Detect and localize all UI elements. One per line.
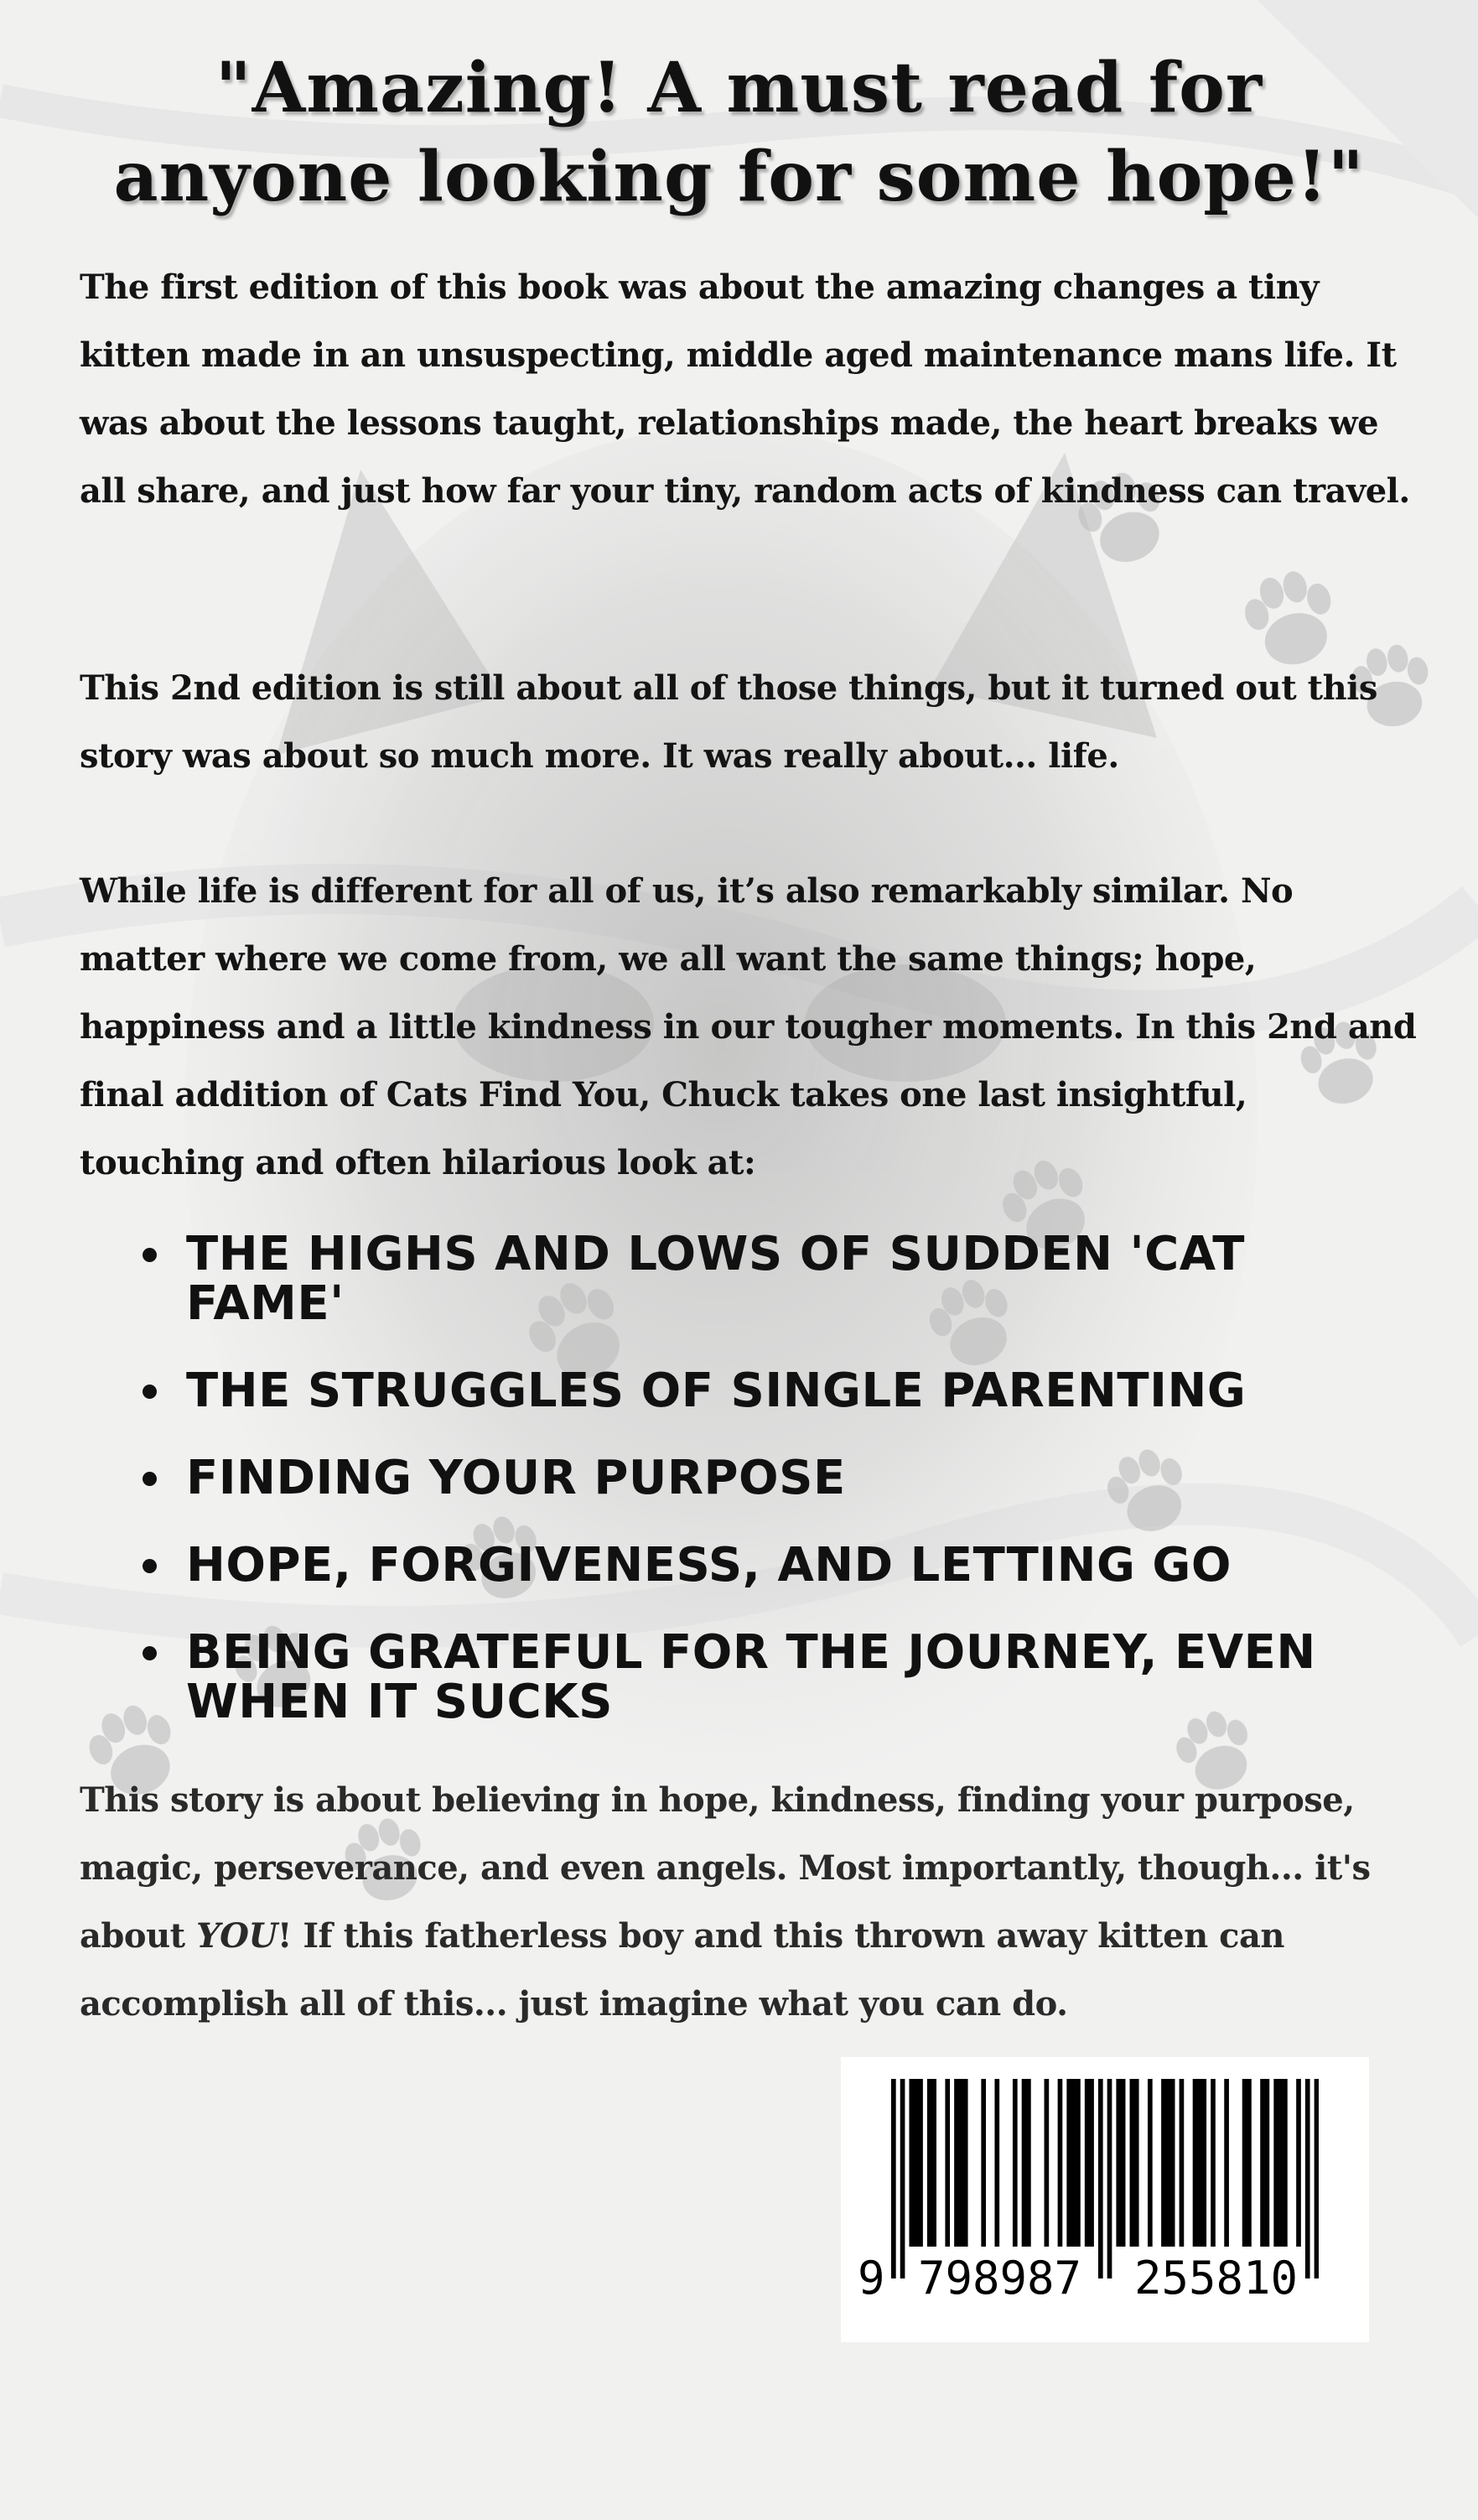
isbn-barcode [841,2057,1369,2342]
description-paragraph-1: The first edition of this book was about the amazing changes a tiny kitten made in an unsuspecting, middle aged maintenance mans life. It was about the lessons taught, relationships made, the heart breaks we all share, and just how far your tiny, random acts of kindness can travel. [80,268,1410,511]
barcode-bar [891,2079,896,2278]
barcode-left-digits: 798987 [918,2252,1082,2304]
list-item [143,1538,1400,1593]
barcode-bar [918,2079,923,2247]
barcode-bar [945,2079,950,2247]
barcode-bar [1247,2079,1252,2247]
closing-paragraph [80,1766,1421,2038]
barcode-bar [1066,2079,1071,2247]
barcode-bar [1022,2079,1027,2247]
barcode-bar [1085,2079,1090,2247]
bullet-dot-icon [143,1472,157,1486]
barcode-bar [1180,2079,1185,2247]
barcode-bar [1201,2079,1206,2247]
headline-line-1: "Amazing! A must read for [215,48,1263,128]
barcode-bar [1265,2079,1270,2247]
barcode-bar [1058,2079,1063,2247]
barcode-bar [931,2079,936,2247]
barcode-bar [1273,2079,1278,2247]
closing-text-start: This story is about believing in hope, kindness, finding your purpose, magic, perseverance, and even angels. Most importantly, though... it's about [80,1780,1371,1956]
bullet-dot-icon [143,1248,157,1262]
barcode-bar [994,2079,999,2247]
description-paragraph-2: This 2nd edition is still about all of those things, but it turned out this story was about so much more. It was really about... life. [80,668,1377,776]
barcode-bar [1013,2079,1018,2247]
barcode-bar [1170,2079,1175,2247]
barcode-bar [914,2079,919,2247]
barcode-bar [1278,2079,1284,2247]
barcode-bar [1197,2079,1202,2247]
barcode-bars [891,2079,1319,2278]
barcode-prefix-digit: 9 [858,2252,885,2304]
barcode-bar [1121,2079,1126,2247]
barcode-bar [981,2079,986,2247]
barcode-bar [959,2079,964,2247]
bullet-dot-icon [143,1646,157,1660]
barcode-bar [1193,2079,1198,2247]
bullet-dot-icon [143,1385,157,1399]
description-paragraph-3: While life is different for all of us, it’s also remarkably similar. No matter where we come from, we all want the same things; hope, happiness and a little kindness in our tougher moments. In this 2nd and final addition of Cats Find You, Chuck takes one last insightful, touching and often hilarious look at: [80,871,1417,1182]
barcode-bar [1315,2079,1319,2278]
closing-text-end: ! If this fatherless boy and this thrown away kitten can accomplish all of this... just imagine what you can do. [80,1916,1284,2024]
barcode-bar [1211,2079,1216,2247]
barcode-right-digits: 255810 [1134,2252,1299,2304]
barcode-bar [1161,2079,1166,2247]
barcode-bar [1283,2079,1288,2247]
headline-quote [50,44,1428,221]
barcode-bar [1026,2079,1031,2247]
barcode-bar [963,2079,968,2247]
list-item [143,1227,1400,1331]
barcode-bar [1260,2079,1265,2247]
barcode-bar [1116,2079,1121,2247]
list-item [143,1366,1400,1416]
list-item-text: FINDING YOUR PURPOSE [186,1451,846,1505]
barcode-bar [927,2079,932,2247]
list-item-text: THE STRUGGLES OF SINGLE PARENTING [186,1364,1247,1418]
barcode-bar [900,2079,905,2278]
list-item-text: BEING GRATEFUL FOR THE JOURNEY, EVEN WHEN IT SUCKS [186,1625,1316,1729]
barcode-bar [1134,2079,1139,2247]
barcode-bar [909,2079,914,2247]
barcode-bar [1242,2079,1247,2247]
barcode-digits [858,2252,1299,2520]
list-item [143,1625,1400,1729]
barcode-bar [1107,2079,1112,2278]
barcode-bar [1224,2079,1229,2247]
bullet-dot-icon [143,1559,157,1573]
list-item [143,1453,1400,1503]
barcode-bar [1148,2079,1153,2247]
barcode-bar [1098,2079,1103,2278]
closing-emphasis: YOU [196,1916,277,1956]
topics-list [143,1229,1400,1764]
barcode-bar [1076,2079,1081,2247]
barcode-bar [1089,2079,1094,2247]
barcode-bar [1071,2079,1076,2247]
barcode-bar [1130,2079,1135,2247]
headline-line-2: anyone looking for some hope!" [113,137,1365,217]
barcode-bar [1165,2079,1170,2247]
barcode-bar [1045,2079,1050,2247]
barcode-bar [1296,2079,1301,2247]
barcode-bar [954,2079,959,2247]
barcode-bar [1305,2079,1310,2278]
list-item-text: HOPE, FORGIVENESS, AND LETTING GO [186,1538,1232,1593]
list-item-text: THE HIGHS AND LOWS OF SUDDEN 'CAT FAME' [186,1227,1245,1331]
